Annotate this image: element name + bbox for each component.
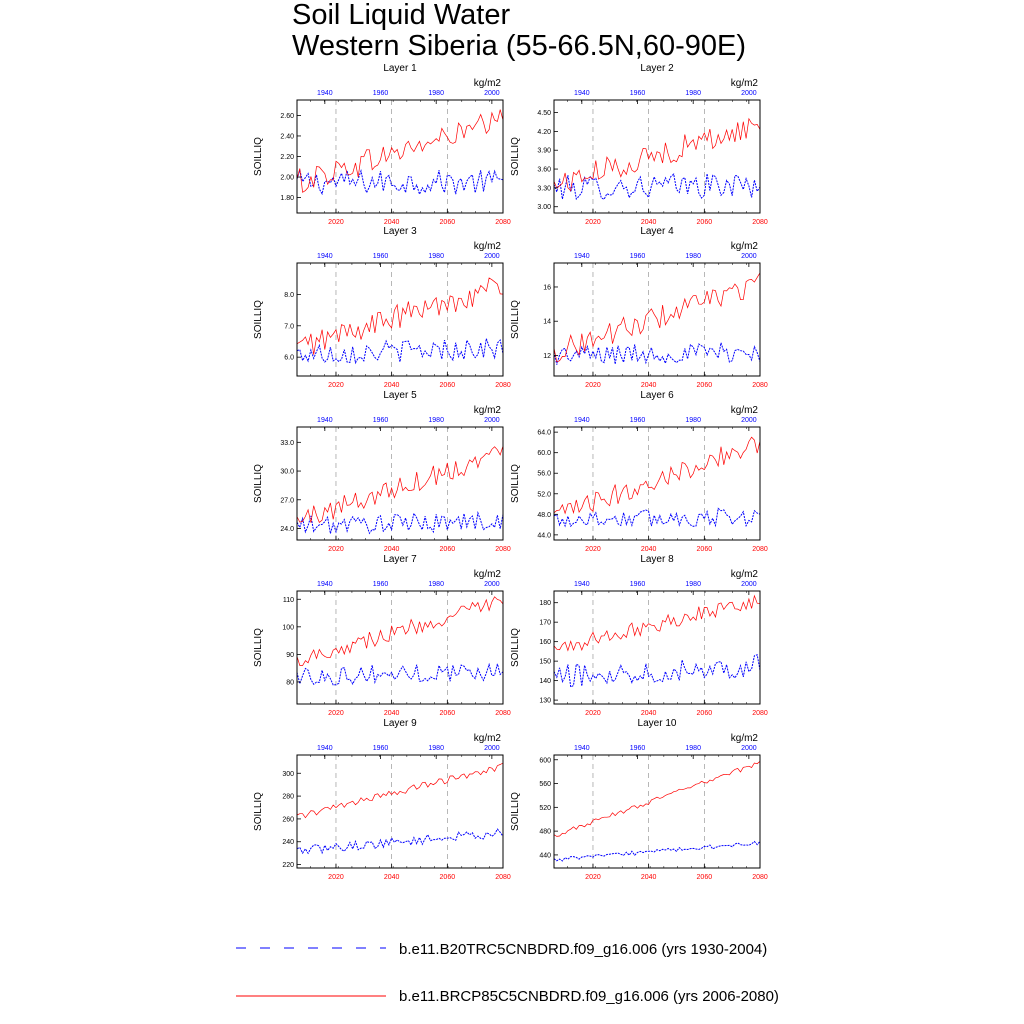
x-bottom-tick-label: 2040: [640, 710, 657, 717]
x-top-tick-label: 1960: [629, 745, 646, 752]
panel-title: Layer 10: [637, 718, 677, 729]
panel-title: Layer 3: [383, 226, 417, 237]
x-bottom-tick-label: 2020: [585, 710, 601, 717]
x-top-tick-label: 2000: [741, 581, 757, 588]
y-tick-label: 4.20: [537, 128, 551, 136]
chart-panel-3: [253, 226, 511, 389]
x-top-tick-label: 1960: [372, 581, 389, 588]
y-tick-label: 160: [539, 639, 551, 647]
y-tick-label: 110: [282, 596, 294, 604]
x-bottom-tick-label: 2040: [383, 219, 400, 226]
series-historical-line: [554, 343, 760, 365]
y-tick-label: 480: [539, 828, 551, 836]
y-tick-label: 300: [282, 770, 294, 778]
y-axis-label: SOILLIQ: [253, 464, 264, 503]
panel-title: Layer 9: [383, 718, 417, 729]
x-top-tick-label: 1940: [574, 417, 590, 424]
chart-panel-10: [510, 718, 768, 881]
x-bottom-tick-label: 2080: [752, 219, 768, 226]
y-axis-label: SOILLIQ: [510, 464, 521, 503]
series-future-line: [554, 761, 760, 836]
y-axis-label: SOILLIQ: [253, 792, 264, 831]
series-historical-line: [297, 829, 503, 853]
chart-panel-4: [510, 226, 768, 389]
y-axis-label: SOILLIQ: [510, 628, 521, 667]
y-tick-label: 2.40: [280, 133, 294, 141]
figure-title-line2: Western Siberia (55-66.5N,60-90E): [292, 30, 747, 62]
x-bottom-tick-label: 2020: [585, 219, 601, 226]
y-tick-label: 56.0: [537, 470, 551, 478]
x-top-tick-label: 1940: [317, 417, 333, 424]
series-future-line: [554, 596, 760, 651]
x-top-tick-label: 2000: [484, 253, 500, 260]
plot-frame: [297, 591, 503, 704]
x-bottom-tick-label: 2080: [495, 219, 511, 226]
x-bottom-tick-label: 2040: [383, 874, 400, 881]
series-historical-line: [297, 513, 503, 534]
y-tick-label: 60.0: [537, 450, 551, 458]
series-historical-line: [554, 655, 760, 687]
x-bottom-tick-label: 2020: [585, 874, 601, 881]
plot-frame: [554, 100, 760, 213]
y-tick-label: 8.0: [284, 291, 294, 299]
series-future-line: [554, 437, 760, 513]
y-tick-label: 260: [282, 816, 294, 824]
y-tick-label: 14: [543, 318, 551, 326]
x-top-tick-label: 2000: [741, 417, 757, 424]
panel-title: Layer 2: [640, 63, 674, 74]
x-top-tick-label: 1980: [428, 90, 444, 97]
panel-units: kg/m2: [730, 78, 758, 89]
chart-panel-2: [510, 63, 768, 226]
y-axis-label: SOILLIQ: [510, 792, 521, 831]
x-top-tick-label: 1980: [685, 417, 701, 424]
x-bottom-tick-label: 2040: [640, 546, 657, 553]
panel-title: Layer 1: [383, 63, 417, 74]
series-historical-line: [297, 170, 503, 194]
x-top-tick-label: 2000: [484, 745, 500, 752]
y-tick-label: 280: [282, 793, 294, 801]
y-tick-label: 80: [286, 679, 294, 687]
legend-future-label: b.e11.BRCP85C5CNBDRD.f09_g16.006 (yrs 2006-2080): [399, 988, 779, 1005]
panel-units: kg/m2: [473, 405, 501, 416]
y-tick-label: 560: [539, 781, 551, 789]
x-top-tick-label: 1960: [629, 90, 646, 97]
y-tick-label: 30.0: [280, 468, 294, 476]
y-tick-label: 240: [282, 839, 294, 847]
x-top-tick-label: 1980: [685, 253, 701, 260]
y-tick-label: 64.0: [537, 429, 551, 437]
y-tick-label: 1.80: [280, 195, 294, 203]
series-future-line: [297, 278, 503, 355]
figure-title-line1: Soil Liquid Water: [292, 0, 511, 31]
y-tick-label: 3.90: [537, 147, 551, 155]
series-future-line: [297, 446, 503, 523]
x-bottom-tick-label: 2040: [640, 874, 657, 881]
x-bottom-tick-label: 2060: [439, 710, 456, 717]
x-top-tick-label: 2000: [484, 417, 500, 424]
x-bottom-tick-label: 2020: [328, 874, 344, 881]
y-tick-label: 600: [539, 757, 551, 765]
x-top-tick-label: 1960: [372, 417, 389, 424]
y-tick-label: 27.0: [280, 497, 294, 505]
x-bottom-tick-label: 2040: [383, 546, 400, 553]
legend-historical-label: b.e11.B20TRC5CNBDRD.f09_g16.006 (yrs 1930-2004): [399, 941, 768, 958]
x-top-tick-label: 1940: [317, 581, 333, 588]
y-tick-label: 6.0: [284, 354, 294, 362]
x-bottom-tick-label: 2080: [495, 874, 511, 881]
series-future-line: [554, 273, 760, 362]
x-top-tick-label: 2000: [741, 90, 757, 97]
y-tick-label: 220: [282, 862, 294, 870]
plot-frame: [297, 100, 503, 213]
y-tick-label: 100: [282, 624, 294, 632]
x-top-tick-label: 1980: [685, 581, 701, 588]
x-bottom-tick-label: 2040: [383, 382, 400, 389]
x-bottom-tick-label: 2080: [752, 382, 768, 389]
x-bottom-tick-label: 2020: [328, 710, 344, 717]
x-bottom-tick-label: 2020: [328, 546, 344, 553]
x-top-tick-label: 1980: [685, 745, 701, 752]
y-axis-label: SOILLIQ: [253, 137, 264, 176]
y-tick-label: 520: [539, 804, 551, 812]
y-tick-label: 130: [539, 697, 551, 705]
y-tick-label: 140: [539, 678, 551, 686]
x-top-tick-label: 1960: [372, 745, 389, 752]
x-bottom-tick-label: 2020: [585, 382, 601, 389]
y-tick-label: 52.0: [537, 491, 551, 499]
x-top-tick-label: 1940: [574, 90, 590, 97]
y-tick-label: 3.00: [537, 204, 551, 212]
x-top-tick-label: 1960: [629, 581, 646, 588]
panel-title: Layer 6: [640, 390, 674, 401]
panel-title: Layer 4: [640, 226, 674, 237]
x-bottom-tick-label: 2080: [495, 546, 511, 553]
plot-frame: [554, 755, 760, 868]
series-historical-line: [554, 508, 760, 526]
y-tick-label: 4.50: [537, 110, 551, 118]
x-bottom-tick-label: 2080: [495, 382, 511, 389]
y-axis-label: SOILLIQ: [510, 300, 521, 339]
x-top-tick-label: 1980: [428, 745, 444, 752]
plot-frame: [297, 427, 503, 540]
plot-frame: [297, 755, 503, 868]
chart-panel-6: [510, 390, 768, 553]
x-bottom-tick-label: 2080: [752, 546, 768, 553]
y-axis-label: SOILLIQ: [253, 628, 264, 667]
y-tick-label: 48.0: [537, 511, 551, 519]
x-bottom-tick-label: 2060: [439, 382, 456, 389]
x-top-tick-label: 1940: [574, 581, 590, 588]
x-bottom-tick-label: 2060: [696, 219, 713, 226]
x-top-tick-label: 1960: [372, 90, 389, 97]
chart-panel-1: [253, 63, 511, 226]
chart-panel-5: [253, 390, 511, 553]
x-bottom-tick-label: 2080: [752, 874, 768, 881]
x-bottom-tick-label: 2060: [439, 219, 456, 226]
x-bottom-tick-label: 2040: [383, 710, 400, 717]
x-bottom-tick-label: 2060: [439, 546, 456, 553]
y-tick-label: 150: [539, 658, 551, 666]
y-tick-label: 44.0: [537, 532, 551, 540]
y-tick-label: 7.0: [284, 323, 294, 331]
x-top-tick-label: 1960: [629, 417, 646, 424]
x-top-tick-label: 2000: [741, 745, 757, 752]
x-top-tick-label: 1980: [685, 90, 701, 97]
plot-frame: [554, 591, 760, 704]
x-top-tick-label: 2000: [484, 90, 500, 97]
y-tick-label: 24.0: [280, 526, 294, 534]
panel-units: kg/m2: [730, 405, 758, 416]
x-bottom-tick-label: 2060: [439, 874, 456, 881]
panel-units: kg/m2: [473, 241, 501, 252]
x-bottom-tick-label: 2060: [696, 710, 713, 717]
x-top-tick-label: 1940: [317, 253, 333, 260]
chart-panel-8: [510, 554, 768, 717]
x-bottom-tick-label: 2060: [696, 382, 713, 389]
x-top-tick-label: 1940: [574, 253, 590, 260]
series-historical-line: [297, 664, 503, 685]
panel-units: kg/m2: [730, 241, 758, 252]
x-top-tick-label: 1940: [317, 745, 333, 752]
x-bottom-tick-label: 2060: [696, 546, 713, 553]
chart-panel-9: [253, 718, 511, 881]
y-tick-label: 2.60: [280, 112, 294, 120]
series-historical-line: [297, 339, 503, 363]
y-tick-label: 12: [543, 352, 551, 360]
panel-title: Layer 8: [640, 554, 674, 565]
y-tick-label: 3.30: [537, 185, 551, 193]
y-tick-label: 180: [539, 600, 551, 608]
series-future-line: [297, 597, 503, 666]
panel-title: Layer 5: [383, 390, 417, 401]
y-tick-label: 440: [539, 852, 551, 860]
x-bottom-tick-label: 2080: [495, 710, 511, 717]
x-top-tick-label: 1980: [428, 253, 444, 260]
y-tick-label: 33.0: [280, 439, 294, 447]
x-top-tick-label: 1940: [574, 745, 590, 752]
panel-title: Layer 7: [383, 554, 417, 565]
y-axis-label: SOILLIQ: [253, 300, 264, 339]
x-top-tick-label: 1940: [317, 90, 333, 97]
series-future-line: [297, 763, 503, 818]
chart-panel-7: [253, 554, 511, 717]
x-bottom-tick-label: 2060: [696, 874, 713, 881]
x-bottom-tick-label: 2020: [328, 382, 344, 389]
x-top-tick-label: 1960: [372, 253, 389, 260]
panel-units: kg/m2: [473, 78, 501, 89]
series-historical-line: [554, 174, 760, 200]
y-tick-label: 3.60: [537, 166, 551, 174]
x-bottom-tick-label: 2080: [752, 710, 768, 717]
y-tick-label: 170: [539, 619, 551, 627]
series-historical-line: [554, 841, 760, 861]
x-top-tick-label: 1960: [629, 253, 646, 260]
x-bottom-tick-label: 2040: [640, 219, 657, 226]
y-axis-label: SOILLIQ: [510, 137, 521, 176]
x-bottom-tick-label: 2020: [585, 546, 601, 553]
panel-units: kg/m2: [473, 569, 501, 580]
y-tick-label: 2.00: [280, 174, 294, 182]
x-top-tick-label: 1980: [428, 417, 444, 424]
panel-units: kg/m2: [473, 733, 501, 744]
series-future-line: [554, 119, 760, 191]
x-top-tick-label: 2000: [741, 253, 757, 260]
y-tick-label: 2.20: [280, 154, 294, 161]
x-top-tick-label: 2000: [484, 581, 500, 588]
x-bottom-tick-label: 2040: [640, 382, 657, 389]
x-top-tick-label: 1980: [428, 581, 444, 588]
panel-units: kg/m2: [730, 733, 758, 744]
series-future-line: [297, 110, 503, 193]
x-bottom-tick-label: 2020: [328, 219, 344, 226]
y-tick-label: 90: [286, 651, 294, 659]
y-tick-label: 16: [543, 284, 551, 292]
panel-units: kg/m2: [730, 569, 758, 580]
